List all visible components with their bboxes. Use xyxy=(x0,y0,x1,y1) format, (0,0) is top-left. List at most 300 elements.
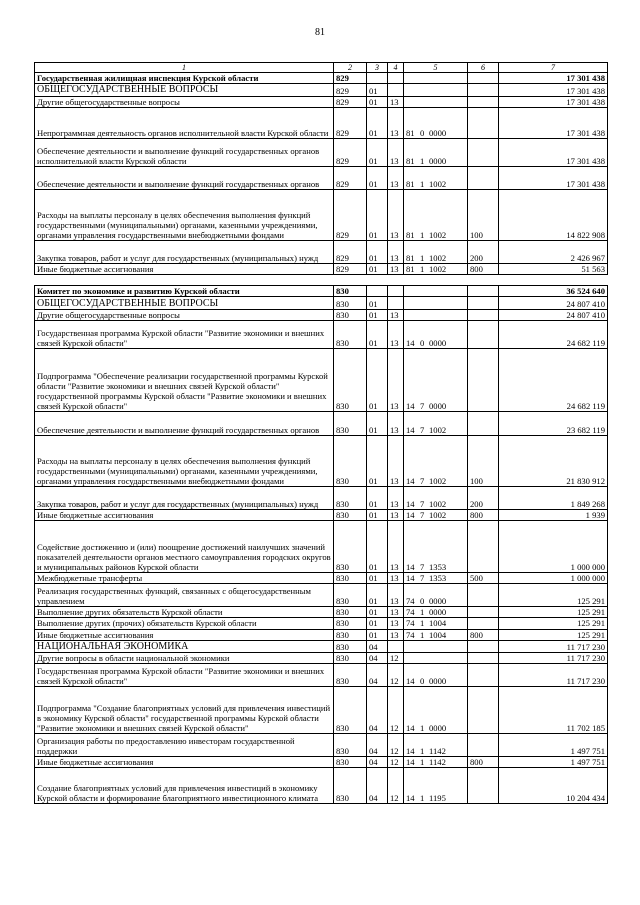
ministry-code-cell: 829 xyxy=(334,167,367,190)
amount-cell: 125 291 xyxy=(499,607,608,618)
target-article-part: 1 xyxy=(420,723,425,734)
subsection-code-cell: 13 xyxy=(388,264,404,275)
table-row xyxy=(35,310,608,321)
target-article-cell xyxy=(404,321,468,349)
section-code-cell: 01 xyxy=(367,241,388,264)
target-article-part: 14 xyxy=(406,401,415,412)
amount-cell: 1 000 000 xyxy=(499,521,608,573)
section-code-cell: 04 xyxy=(367,687,388,734)
ministry-code-cell: 830 xyxy=(334,510,367,521)
section-code-cell: 01 xyxy=(367,108,388,139)
table-row xyxy=(35,573,608,584)
table-row xyxy=(35,521,608,573)
section-code-cell: 01 xyxy=(367,436,388,487)
expense-type-cell: 100 xyxy=(468,190,499,241)
target-article-part: 1004 xyxy=(429,618,447,629)
subsection-code-cell: 13 xyxy=(388,510,404,521)
target-article-cell xyxy=(404,73,468,84)
target-article-part: 14 xyxy=(406,573,415,584)
table-row xyxy=(35,629,608,640)
expense-type-cell xyxy=(468,297,499,310)
row-name-cell: Закупка товаров, работ и услуг для государственных (муниципальных) нужд xyxy=(35,487,334,510)
ministry-code-cell: 830 xyxy=(334,687,367,734)
expense-type-cell: 200 xyxy=(468,487,499,510)
section-code-cell: 01 xyxy=(367,584,388,607)
subsection-code-cell: 13 xyxy=(388,310,404,321)
subsection-code-cell: 13 xyxy=(388,412,404,436)
row-name-cell: Государственная программа Курской области "Развитие экономики и внешних связей Курской области" xyxy=(35,664,334,687)
subsection-code-cell xyxy=(388,73,404,84)
amount-cell: 17 301 438 xyxy=(499,167,608,190)
target-article-cell xyxy=(404,297,468,310)
table-row xyxy=(35,286,608,297)
section-code-cell: 04 xyxy=(367,734,388,757)
target-article-part: 1 xyxy=(420,629,425,640)
table-row xyxy=(35,584,608,607)
expense-type-cell xyxy=(468,84,499,97)
amount-cell: 1 000 000 xyxy=(499,573,608,584)
target-article-part: 0 xyxy=(420,596,425,607)
column-header: 3 xyxy=(367,63,388,73)
table-row xyxy=(35,412,608,436)
row-name-cell: Подпрограмма "Обеспечение реализации государственной программы Курской области "Развитие экономики и внешних связей Курской области" государственной программы Курской области "Развитие экономики и внешних связей Курской области" xyxy=(35,349,334,412)
subsection-code-cell xyxy=(388,640,404,653)
target-article-part: 1002 xyxy=(429,230,447,241)
target-article-part: 1 xyxy=(420,179,425,190)
expense-type-cell xyxy=(468,521,499,573)
subsection-code-cell: 13 xyxy=(388,349,404,412)
section-code-cell xyxy=(367,275,388,286)
table-row xyxy=(35,653,608,664)
row-name-cell: Организация работы по предоставлению инвесторам государственной поддержки xyxy=(35,734,334,757)
target-article-part: 1 xyxy=(420,757,425,768)
expense-type-cell xyxy=(468,640,499,653)
section-code-cell: 01 xyxy=(367,510,388,521)
amount-cell: 10 204 434 xyxy=(499,768,608,804)
target-article-part: 1353 xyxy=(429,562,447,573)
target-article-part: 0000 xyxy=(429,676,447,687)
target-article-part: 1002 xyxy=(429,179,447,190)
amount-cell: 11 717 230 xyxy=(499,664,608,687)
target-article-cell xyxy=(404,412,468,436)
column-header: 5 xyxy=(404,63,468,73)
expense-type-cell xyxy=(468,286,499,297)
target-article-part: 1195 xyxy=(429,793,446,804)
ministry-code-cell: 830 xyxy=(334,768,367,804)
section-code-cell: 04 xyxy=(367,653,388,664)
amount-cell: 17 301 438 xyxy=(499,108,608,139)
target-article-part: 14 xyxy=(406,510,415,521)
ministry-code-cell: 830 xyxy=(334,321,367,349)
amount-cell: 1 849 268 xyxy=(499,487,608,510)
ministry-code-cell: 829 xyxy=(334,241,367,264)
row-name-cell: Расходы на выплаты персоналу в целях обеспечения выполнения функций государственными (муниципальными) органами, казенными учреждениями, органами управления государственными внебюджетными фондами xyxy=(35,436,334,487)
ministry-code-cell: 830 xyxy=(334,653,367,664)
amount-cell: 17 301 438 xyxy=(499,139,608,167)
row-name-cell: Иные бюджетные ассигнования xyxy=(35,757,334,768)
target-article-part: 0000 xyxy=(429,401,447,412)
row-name-cell: Создание благоприятных условий для привлечения инвестиций в экономику Курской области и формирование благоприятного инвестиционного климата xyxy=(35,768,334,804)
target-article-cell xyxy=(404,167,468,190)
row-name-cell: Комитет по экономике и развитию Курской области xyxy=(35,286,334,297)
expense-type-cell xyxy=(468,108,499,139)
subsection-code-cell: 13 xyxy=(388,436,404,487)
target-article-part: 74 xyxy=(406,618,415,629)
target-article-cell xyxy=(404,584,468,607)
target-article-part: 81 xyxy=(406,128,415,139)
target-article-cell xyxy=(404,84,468,97)
target-article-cell xyxy=(404,653,468,664)
section-code-cell: 01 xyxy=(367,349,388,412)
ministry-code-cell: 829 xyxy=(334,97,367,108)
target-article-part: 14 xyxy=(406,757,415,768)
subsection-code-cell: 12 xyxy=(388,734,404,757)
expense-type-cell xyxy=(468,139,499,167)
target-article-cell xyxy=(404,310,468,321)
subsection-code-cell: 12 xyxy=(388,664,404,687)
ministry-code-cell: 830 xyxy=(334,573,367,584)
row-name-cell: Межбюджетные трансферты xyxy=(35,573,334,584)
table-row xyxy=(35,640,608,653)
expense-type-cell xyxy=(468,768,499,804)
target-article-cell xyxy=(404,768,468,804)
ministry-code-cell: 830 xyxy=(334,521,367,573)
subsection-code-cell: 13 xyxy=(388,321,404,349)
target-article-cell xyxy=(404,510,468,521)
target-article-cell xyxy=(404,349,468,412)
ministry-code-cell: 829 xyxy=(334,84,367,97)
target-article-cell xyxy=(404,521,468,573)
row-name-cell: Другие общегосударственные вопросы xyxy=(35,310,334,321)
table-body xyxy=(35,73,608,804)
ministry-code-cell: 830 xyxy=(334,584,367,607)
row-name-cell: Иные бюджетные ассигнования xyxy=(35,264,334,275)
target-article-cell xyxy=(404,573,468,584)
column-header: 2 xyxy=(334,63,367,73)
subsection-code-cell: 13 xyxy=(388,618,404,629)
target-article-part: 0000 xyxy=(429,338,447,349)
table-row xyxy=(35,167,608,190)
ministry-code-cell: 830 xyxy=(334,757,367,768)
target-article-part: 1002 xyxy=(429,499,447,510)
expense-type-cell: 800 xyxy=(468,757,499,768)
section-code-cell: 01 xyxy=(367,264,388,275)
target-article-part: 81 xyxy=(406,156,415,167)
amount-cell: 36 524 640 xyxy=(499,286,608,297)
table-row xyxy=(35,664,608,687)
target-article-cell xyxy=(404,190,468,241)
row-name-cell: Обеспечение деятельности и выполнение функций государственных органов исполнительной власти Курской области xyxy=(35,139,334,167)
table-row xyxy=(35,510,608,521)
expense-type-cell xyxy=(468,584,499,607)
target-article-cell xyxy=(404,264,468,275)
table-row xyxy=(35,264,608,275)
row-name-cell: Выполнение других (прочих) обязательств Курской области xyxy=(35,618,334,629)
section-code-cell: 01 xyxy=(367,84,388,97)
section-code-cell: 01 xyxy=(367,521,388,573)
ministry-code-cell: 830 xyxy=(334,436,367,487)
target-article-cell xyxy=(404,97,468,108)
ministry-code-cell: 830 xyxy=(334,618,367,629)
target-article-part: 1 xyxy=(420,264,425,275)
target-article-part: 0000 xyxy=(429,596,447,607)
ministry-code-cell: 830 xyxy=(334,286,367,297)
column-header: 4 xyxy=(388,63,404,73)
table-row xyxy=(35,607,608,618)
subsection-code-cell: 13 xyxy=(388,190,404,241)
target-article-part: 14 xyxy=(406,562,415,573)
ministry-code-cell: 829 xyxy=(334,264,367,275)
table-row xyxy=(35,757,608,768)
subsection-code-cell xyxy=(388,84,404,97)
table-row xyxy=(35,297,608,310)
section-code-cell: 01 xyxy=(367,573,388,584)
expense-type-cell xyxy=(468,687,499,734)
section-code-cell xyxy=(367,286,388,297)
row-name-cell: Выполнение других обязательств Курской области xyxy=(35,607,334,618)
target-article-part: 1002 xyxy=(429,425,447,436)
subsection-code-cell: 13 xyxy=(388,629,404,640)
amount-cell: 17 301 438 xyxy=(499,73,608,84)
column-header: 7 xyxy=(499,63,608,73)
expense-type-cell: 200 xyxy=(468,241,499,264)
amount-cell: 125 291 xyxy=(499,618,608,629)
expense-type-cell xyxy=(468,97,499,108)
table-row xyxy=(35,768,608,804)
ministry-code-cell: 830 xyxy=(334,487,367,510)
table-row xyxy=(35,108,608,139)
section-code-cell: 01 xyxy=(367,297,388,310)
amount-cell: 2 426 967 xyxy=(499,241,608,264)
row-name-cell: Иные бюджетные ассигнования xyxy=(35,510,334,521)
target-article-part: 14 xyxy=(406,425,415,436)
row-name-cell xyxy=(35,275,334,286)
section-code-cell: 04 xyxy=(367,768,388,804)
target-article-cell xyxy=(404,139,468,167)
target-article-cell xyxy=(404,687,468,734)
target-article-part: 0 xyxy=(420,338,425,349)
table-row xyxy=(35,84,608,97)
table-row xyxy=(35,734,608,757)
subsection-code-cell xyxy=(388,275,404,286)
subsection-code-cell: 13 xyxy=(388,167,404,190)
column-header: 1 xyxy=(35,63,334,73)
target-article-part: 0000 xyxy=(429,128,447,139)
subsection-code-cell xyxy=(388,297,404,310)
amount-cell: 24 682 119 xyxy=(499,349,608,412)
amount-cell: 125 291 xyxy=(499,584,608,607)
row-name-cell: Другие вопросы в области национальной экономики xyxy=(35,653,334,664)
table-row xyxy=(35,73,608,84)
ministry-code-cell xyxy=(334,275,367,286)
row-name-cell: ОБЩЕГОСУДАРСТВЕННЫЕ ВОПРОСЫ xyxy=(35,297,334,310)
section-code-cell: 01 xyxy=(367,321,388,349)
target-article-part: 81 xyxy=(406,264,415,275)
amount-cell: 23 682 119 xyxy=(499,412,608,436)
target-article-cell xyxy=(404,436,468,487)
expense-type-cell xyxy=(468,618,499,629)
expense-type-cell: 100 xyxy=(468,436,499,487)
amount-cell: 1 939 xyxy=(499,510,608,521)
expense-type-cell: 800 xyxy=(468,510,499,521)
table-row xyxy=(35,349,608,412)
target-article-part: 1 xyxy=(420,230,425,241)
section-code-cell: 04 xyxy=(367,640,388,653)
amount-cell: 125 291 xyxy=(499,629,608,640)
target-article-part: 1142 xyxy=(429,757,446,768)
amount-cell xyxy=(499,275,608,286)
section-code-cell: 01 xyxy=(367,629,388,640)
table-row xyxy=(35,487,608,510)
target-article-cell xyxy=(404,108,468,139)
subsection-code-cell: 13 xyxy=(388,241,404,264)
expense-type-cell xyxy=(468,167,499,190)
row-name-cell: Государственная жилищная инспекция Курской области xyxy=(35,73,334,84)
target-article-part: 1002 xyxy=(429,264,447,275)
section-code-cell: 01 xyxy=(367,618,388,629)
ministry-code-cell: 830 xyxy=(334,310,367,321)
target-article-part: 1353 xyxy=(429,573,447,584)
target-article-part: 1142 xyxy=(429,746,446,757)
subsection-code-cell: 13 xyxy=(388,108,404,139)
target-article-part: 7 xyxy=(420,510,425,521)
expense-type-cell: 800 xyxy=(468,629,499,640)
target-article-part: 1 xyxy=(420,618,425,629)
amount-cell: 1 497 751 xyxy=(499,734,608,757)
subsection-code-cell: 12 xyxy=(388,768,404,804)
target-article-part: 14 xyxy=(406,746,415,757)
table-row xyxy=(35,190,608,241)
amount-cell: 1 497 751 xyxy=(499,757,608,768)
target-article-part: 0 xyxy=(420,128,425,139)
ministry-code-cell: 830 xyxy=(334,640,367,653)
target-article-cell xyxy=(404,286,468,297)
expense-type-cell: 800 xyxy=(468,264,499,275)
expense-type-cell xyxy=(468,321,499,349)
row-name-cell: Обеспечение деятельности и выполнение функций государственных органов xyxy=(35,412,334,436)
ministry-code-cell: 830 xyxy=(334,349,367,412)
target-article-part: 14 xyxy=(406,793,415,804)
budget-table xyxy=(34,62,608,804)
ministry-code-cell: 829 xyxy=(334,108,367,139)
expense-type-cell xyxy=(468,349,499,412)
target-article-part: 7 xyxy=(420,573,425,584)
table-row xyxy=(35,436,608,487)
ministry-code-cell: 830 xyxy=(334,629,367,640)
subsection-code-cell: 13 xyxy=(388,584,404,607)
ministry-code-cell: 830 xyxy=(334,664,367,687)
table-row xyxy=(35,321,608,349)
target-article-part: 81 xyxy=(406,230,415,241)
target-article-part: 74 xyxy=(406,607,415,618)
table-row xyxy=(35,687,608,734)
target-article-part: 14 xyxy=(406,338,415,349)
subsection-code-cell: 13 xyxy=(388,573,404,584)
row-name-cell: Содействие достижению и (или) поощрение достижений наилучших значений показателей деятельности органов местного самоуправления городских округов и муниципальных районов Курской области xyxy=(35,521,334,573)
subsection-code-cell: 12 xyxy=(388,653,404,664)
column-header: 6 xyxy=(468,63,499,73)
subsection-code-cell: 13 xyxy=(388,487,404,510)
target-article-part: 1 xyxy=(420,746,425,757)
target-article-part: 1 xyxy=(420,793,425,804)
target-article-part: 1002 xyxy=(429,510,447,521)
amount-cell: 17 301 438 xyxy=(499,84,608,97)
subsection-code-cell: 13 xyxy=(388,97,404,108)
target-article-cell xyxy=(404,241,468,264)
expense-type-cell: 500 xyxy=(468,573,499,584)
row-name-cell: Государственная программа Курской области "Развитие экономики и внешних связей Курской области" xyxy=(35,321,334,349)
target-article-cell xyxy=(404,629,468,640)
row-name-cell: Реализация государственных функций, связанных с общегосударственным управлением xyxy=(35,584,334,607)
row-name-cell: НАЦИОНАЛЬНАЯ ЭКОНОМИКА xyxy=(35,640,334,653)
ministry-code-cell: 829 xyxy=(334,190,367,241)
table-row xyxy=(35,97,608,108)
table-row xyxy=(35,275,608,286)
section-code-cell: 01 xyxy=(367,487,388,510)
subsection-code-cell xyxy=(388,286,404,297)
row-name-cell: Иные бюджетные ассигнования xyxy=(35,629,334,640)
amount-cell: 11 717 230 xyxy=(499,640,608,653)
target-article-part: 0000 xyxy=(429,156,447,167)
subsection-code-cell: 12 xyxy=(388,687,404,734)
target-article-part: 81 xyxy=(406,253,415,264)
section-code-cell: 01 xyxy=(367,97,388,108)
target-article-part: 1002 xyxy=(429,253,447,264)
section-code-cell xyxy=(367,73,388,84)
row-name-cell: Расходы на выплаты персоналу в целях обеспечения выполнения функций государственными (муниципальными) органами, казенными учреждениями, органами управления государственными внебюджетными фондами xyxy=(35,190,334,241)
ministry-code-cell: 830 xyxy=(334,412,367,436)
table-row xyxy=(35,618,608,629)
target-article-part: 14 xyxy=(406,676,415,687)
expense-type-cell xyxy=(468,275,499,286)
target-article-part: 74 xyxy=(406,596,415,607)
target-article-part: 1 xyxy=(420,607,425,618)
expense-type-cell xyxy=(468,734,499,757)
expense-type-cell xyxy=(468,664,499,687)
target-article-part: 1004 xyxy=(429,629,447,640)
row-name-cell: Обеспечение деятельности и выполнение функций государственных органов xyxy=(35,167,334,190)
amount-cell: 11 702 185 xyxy=(499,687,608,734)
expense-type-cell xyxy=(468,310,499,321)
target-article-cell xyxy=(404,734,468,757)
target-article-part: 0 xyxy=(420,676,425,687)
target-article-part: 14 xyxy=(406,723,415,734)
section-code-cell: 04 xyxy=(367,757,388,768)
target-article-cell xyxy=(404,275,468,286)
target-article-part: 81 xyxy=(406,179,415,190)
subsection-code-cell: 13 xyxy=(388,607,404,618)
row-name-cell: Подпрограмма "Создание благоприятных условий для привлечения инвестиций в экономику Курской области" государственной программы Курской области "Развитие экономики и внешних связей Курской области" xyxy=(35,687,334,734)
target-article-cell xyxy=(404,607,468,618)
ministry-code-cell: 830 xyxy=(334,607,367,618)
amount-cell: 14 822 908 xyxy=(499,190,608,241)
target-article-part: 1 xyxy=(420,156,425,167)
amount-cell: 11 717 230 xyxy=(499,653,608,664)
row-name-cell: Закупка товаров, работ и услуг для государственных (муниципальных) нужд xyxy=(35,241,334,264)
amount-cell: 17 301 438 xyxy=(499,97,608,108)
amount-cell: 24 807 410 xyxy=(499,297,608,310)
subsection-code-cell: 13 xyxy=(388,139,404,167)
expense-type-cell xyxy=(468,653,499,664)
target-article-part: 0000 xyxy=(429,723,447,734)
target-article-cell xyxy=(404,640,468,653)
table-header-row xyxy=(35,63,608,73)
table-row xyxy=(35,139,608,167)
target-article-cell xyxy=(404,664,468,687)
section-code-cell: 01 xyxy=(367,190,388,241)
row-name-cell: Непрограммная деятельность органов исполнительной власти Курской области xyxy=(35,108,334,139)
target-article-part: 74 xyxy=(406,629,415,640)
